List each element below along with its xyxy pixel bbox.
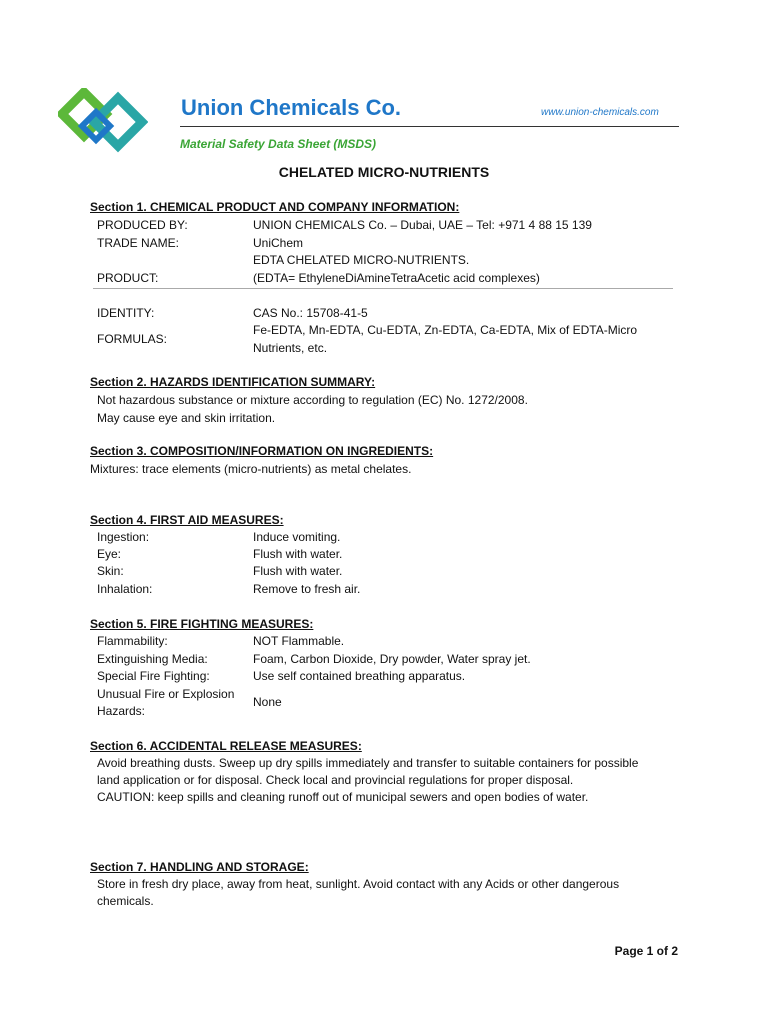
formulas-label: FORMULAS: bbox=[97, 332, 168, 346]
section-1-divider bbox=[93, 288, 673, 289]
storage-line-2: chemicals. bbox=[97, 894, 154, 908]
company-website-link[interactable]: www.union-chemicals.com bbox=[541, 107, 659, 118]
formulas-value-line-2: Nutrients, etc. bbox=[253, 341, 328, 355]
section-3-heading: Section 3. COMPOSITION/INFORMATION ON INGREDIENTS: bbox=[90, 444, 434, 458]
company-name: Union Chemicals Co. bbox=[181, 95, 402, 120]
section-2-heading: Section 2. HAZARDS IDENTIFICATION SUMMARY: bbox=[90, 375, 376, 389]
document-subtitle: Material Safety Data Sheet (MSDS) bbox=[180, 137, 377, 151]
unusual-hazards-value: None bbox=[253, 695, 282, 709]
section-6-heading: Section 6. ACCIDENTAL RELEASE MEASURES: bbox=[90, 739, 362, 753]
ingestion-value: Induce vomiting. bbox=[253, 530, 341, 544]
storage-line-1: Store in fresh dry place, away from heat, sunlight. Avoid contact with any Acids or other dangerous bbox=[97, 877, 620, 891]
produced-by-value: UNION CHEMICALS Co. – Dubai, UAE – Tel: +971 4 88 15 139 bbox=[253, 218, 592, 232]
page-number: Page 1 of 2 bbox=[614, 944, 678, 958]
extinguishing-media-label: Extinguishing Media: bbox=[97, 652, 208, 666]
flammability-label: Flammability: bbox=[97, 634, 168, 648]
trade-name-label: TRADE NAME: bbox=[97, 236, 180, 250]
skin-label: Skin: bbox=[97, 564, 124, 578]
eye-label: Eye: bbox=[97, 547, 122, 561]
composition-line-1: Mixtures: trace elements (micro-nutrients) as metal chelates. bbox=[90, 462, 412, 476]
hazards-line-1: Not hazardous substance or mixture according to regulation (EC) No. 1272/2008. bbox=[97, 393, 528, 407]
release-line-1: Avoid breathing dusts. Sweep up dry spills immediately and transfer to suitable containers for possible bbox=[97, 756, 639, 770]
release-line-2: land application or for disposal. Check local and provincial regulations for proper disposal. bbox=[97, 773, 574, 787]
special-fire-fighting-label: Special Fire Fighting: bbox=[97, 669, 210, 683]
trade-name-value: UniChem bbox=[253, 236, 304, 250]
flammability-value: NOT Flammable. bbox=[253, 634, 345, 648]
extinguishing-media-value: Foam, Carbon Dioxide, Dry powder, Water spray jet. bbox=[253, 652, 531, 666]
section-7-heading: Section 7. HANDLING AND STORAGE: bbox=[90, 860, 309, 874]
product-value-line-2: (EDTA= EthyleneDiAmineTetraAcetic acid complexes) bbox=[253, 271, 540, 285]
header-divider bbox=[180, 126, 679, 127]
special-fire-fighting-value: Use self contained breathing apparatus. bbox=[253, 669, 466, 683]
section-4-heading: Section 4. FIRST AID MEASURES: bbox=[90, 513, 284, 527]
section-5-heading: Section 5. FIRE FIGHTING MEASURES: bbox=[90, 617, 314, 631]
document-title: CHELATED MICRO-NUTRIENTS bbox=[278, 164, 490, 180]
identity-value: CAS No.: 15708-41-5 bbox=[253, 306, 368, 320]
identity-label: IDENTITY: bbox=[97, 306, 155, 320]
skin-value: Flush with water. bbox=[253, 564, 343, 578]
inhalation-label: Inhalation: bbox=[97, 582, 153, 596]
ingestion-label: Ingestion: bbox=[97, 530, 150, 544]
product-value-line-1: EDTA CHELATED MICRO-NUTRIENTS. bbox=[253, 253, 470, 267]
hazards-line-2: May cause eye and skin irritation. bbox=[97, 411, 276, 425]
unusual-hazards-label-line-2: Hazards: bbox=[97, 704, 146, 718]
eye-value: Flush with water. bbox=[253, 547, 343, 561]
unusual-hazards-label-line-1: Unusual Fire or Explosion bbox=[97, 687, 235, 701]
formulas-value-line-1: Fe-EDTA, Mn-EDTA, Cu-EDTA, Zn-EDTA, Ca-EDTA, Mix of EDTA-Micro bbox=[253, 323, 638, 337]
release-line-3: CAUTION: keep spills and cleaning runoff out of municipal sewers and open bodies of water. bbox=[97, 790, 589, 804]
produced-by-label: PRODUCED BY: bbox=[97, 218, 188, 232]
section-1-heading: Section 1. CHEMICAL PRODUCT AND COMPANY INFORMATION: bbox=[90, 200, 460, 214]
product-label: PRODUCT: bbox=[97, 271, 159, 285]
inhalation-value: Remove to fresh air. bbox=[253, 582, 361, 596]
company-logo-icon bbox=[58, 88, 148, 164]
